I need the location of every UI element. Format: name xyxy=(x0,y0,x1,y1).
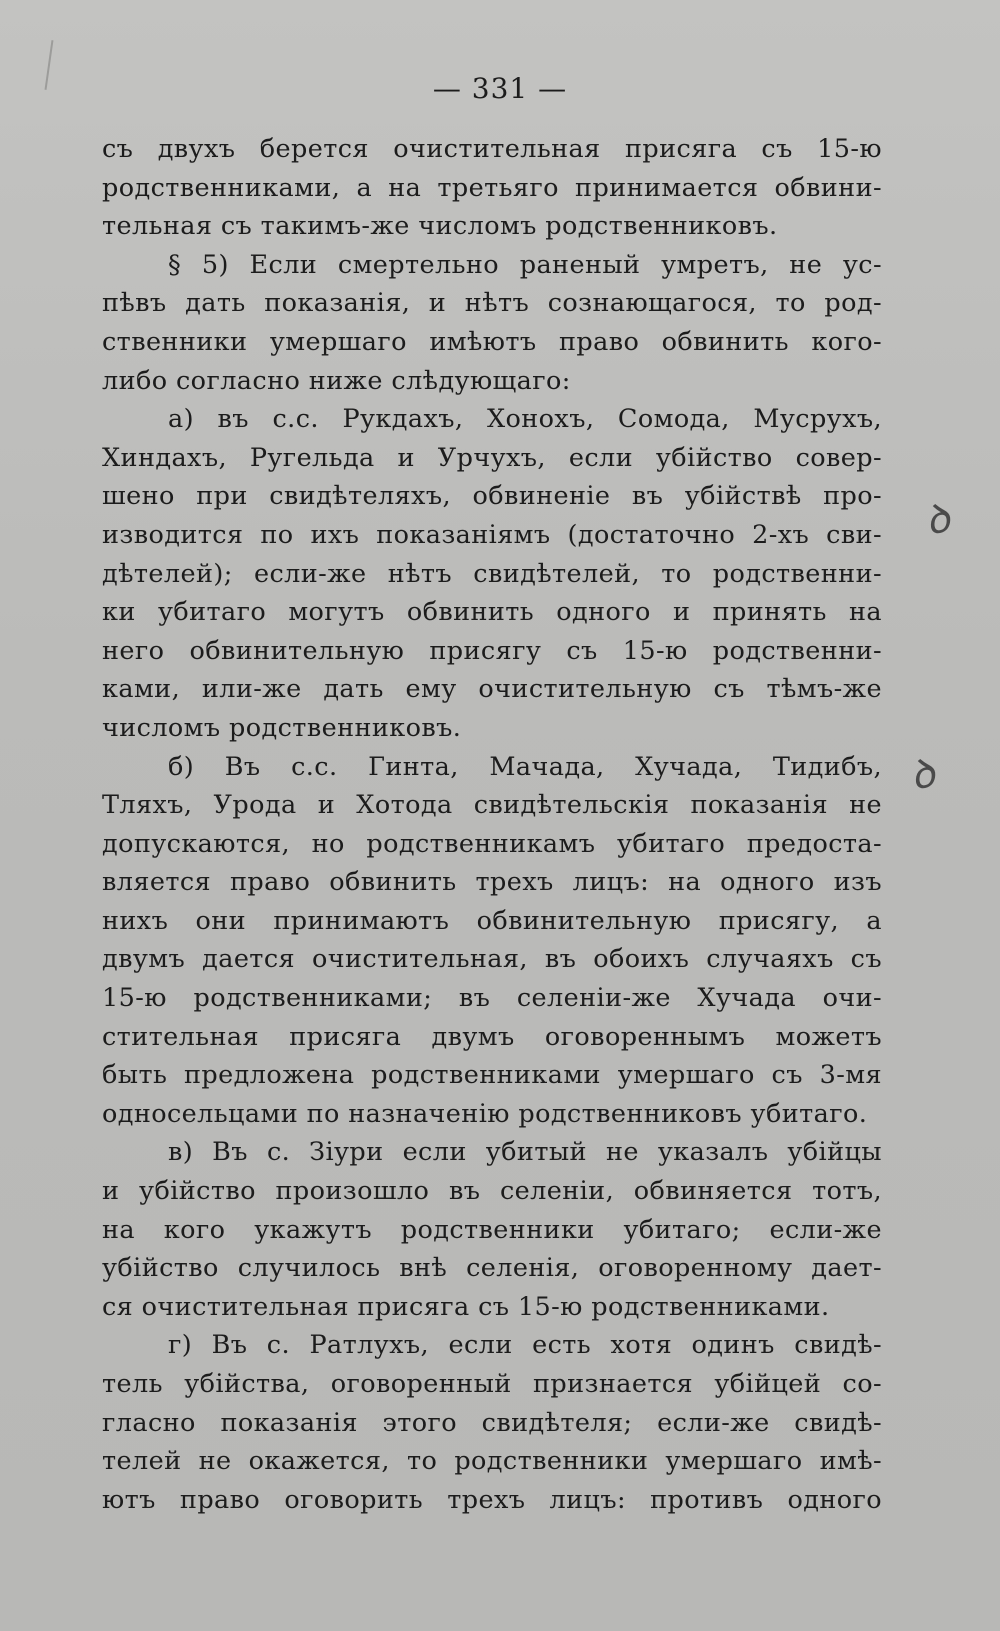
text-line: него обвинительную присягу съ 15-ю родственни- xyxy=(102,635,882,666)
text-line: съ двухъ берется очистительная присяга съ 15-ю xyxy=(102,134,882,164)
text-line: пѣвъ дать показанія, и нѣтъ сознающагося, то род- xyxy=(102,288,882,319)
text-line: допускаются, но родственникамъ убитаго предоста- xyxy=(102,828,882,859)
text-line: быть предложена родственниками умершаго съ 3-мя xyxy=(102,1060,882,1091)
text-line: тель убійства, оговоренный признается убійцей со- xyxy=(102,1369,882,1399)
text-line: убійство случилось внѣ селенія, оговоренному дает- xyxy=(102,1253,882,1284)
text-line: ки убитаго могутъ обвинить одного и принять на xyxy=(102,597,882,628)
text-line: либо согласно ниже слѣдующаго: xyxy=(102,365,571,396)
text-line: вляется право обвинить трехъ лицъ: на одного изъ xyxy=(102,867,882,898)
text-line: стительная присяга двумъ оговореннымъ можетъ xyxy=(102,1021,882,1052)
text-line: изводится по ихъ показаніямъ (достаточно 2-хъ сви- xyxy=(102,519,882,550)
text-line: и убійство произошло въ селеніи, обвиняется тотъ, xyxy=(102,1176,882,1207)
text-line: числомъ родственниковъ. xyxy=(102,712,462,743)
page-number: — 331 — xyxy=(432,72,568,105)
text-line: б) Въ с.с. Гинта, Мачада, Хучада, Тидибъ, xyxy=(168,751,882,782)
text-line: телей не окажется, то родственники умершаго имѣ- xyxy=(102,1446,882,1477)
text-line: дѣтелей); если-же нѣтъ свидѣтелей, то родственни- xyxy=(102,558,882,589)
handwritten-margin-mark: ꝺ xyxy=(905,749,940,800)
text-line: ками, или-же дать ему очистительную съ тѣмъ-же xyxy=(102,674,882,705)
text-line: тельная съ такимъ-же числомъ родственниковъ. xyxy=(102,211,778,242)
text-line: родственниками, а на третьяго принимается обвини- xyxy=(102,172,882,203)
text-line: ютъ право оговорить трехъ лицъ: противъ одного xyxy=(102,1484,882,1515)
text-line: § 5) Если смертельно раненый умретъ, не ус- xyxy=(168,249,882,280)
text-line: на кого укажутъ родственники убитаго; если-же xyxy=(102,1214,882,1245)
text-line: ся очистительная присяга съ 15-ю родственниками. xyxy=(102,1291,830,1322)
body-text xyxy=(102,130,882,1519)
text-line: односельцами по назначенію родственниковъ убитаго. xyxy=(102,1098,868,1129)
handwritten-margin-mark: ꝺ xyxy=(920,494,955,545)
text-line: нихъ они принимаютъ обвинительную присягу, а xyxy=(102,905,882,936)
text-line: двумъ дается очистительная, въ обоихъ случаяхъ съ xyxy=(102,944,882,975)
text-line: Тляхъ, Урода и Хотода свидѣтельскія показанія не xyxy=(102,790,882,821)
text-line: ственники умершаго имѣютъ право обвинить кого- xyxy=(102,326,882,357)
text-line: Хиндахъ, Ругельда и Урчухъ, если убійство совер- xyxy=(102,442,882,473)
text-line: г) Въ с. Ратлухъ, если есть хотя одинъ свидѣ- xyxy=(168,1330,882,1361)
text-line: а) въ с.с. Рукдахъ, Хонохъ, Сомода, Мусрухъ, xyxy=(168,404,882,435)
text-line: гласно показанія этого свидѣтеля; если-же свидѣ- xyxy=(102,1407,882,1438)
text-line: в) Въ с. Зіури если убитый не указалъ убійцы xyxy=(168,1137,882,1168)
text-line: шено при свидѣтеляхъ, обвиненіе въ убійствѣ про- xyxy=(102,481,882,512)
text-line: 15-ю родственниками; въ селеніи-же Хучада очи- xyxy=(102,983,882,1014)
